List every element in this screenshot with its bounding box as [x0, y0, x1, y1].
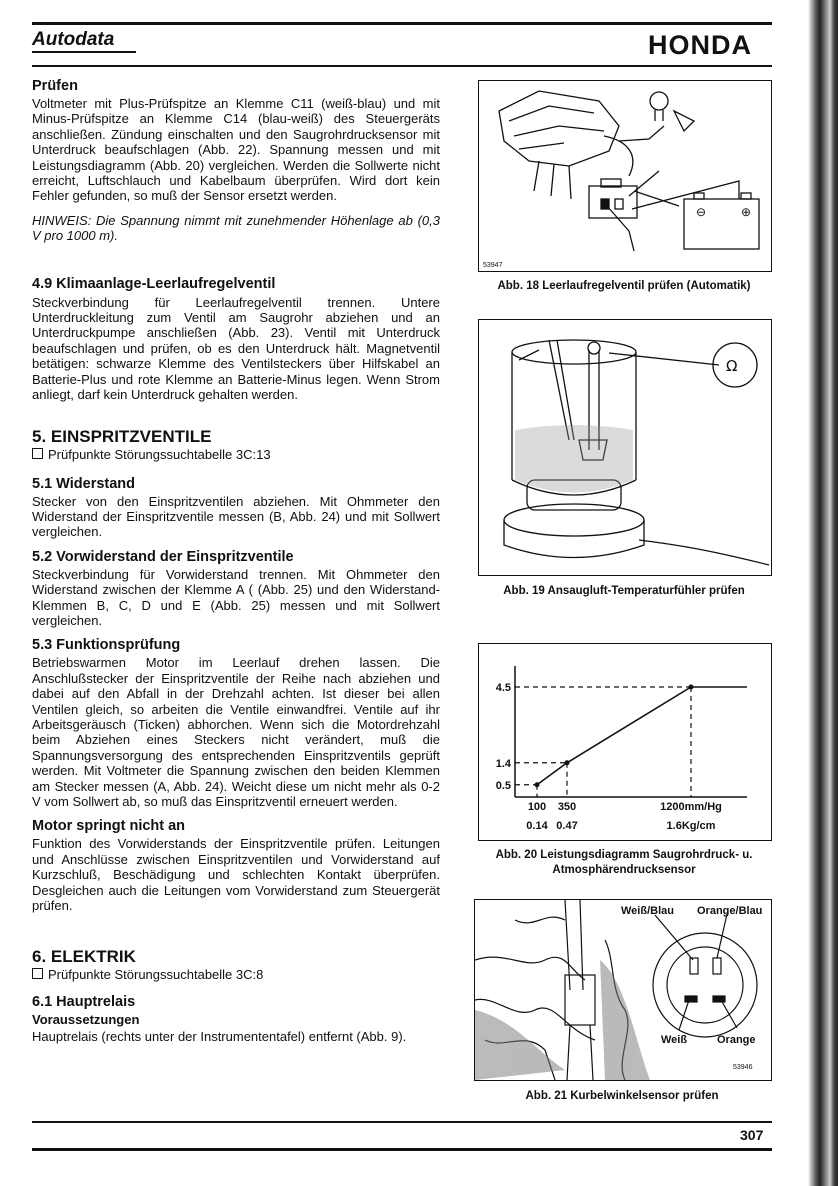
chart-x-tick-secondary: 0.47	[556, 820, 578, 832]
section-5-1-title: 5.1 Widerstand	[32, 475, 136, 492]
chart-x-tick: 350	[557, 801, 577, 813]
chart-y-tick: 4.5	[495, 682, 511, 694]
label-weiss-blau: Weiß/Blau	[621, 905, 674, 917]
figure-18	[478, 80, 772, 272]
header-top-rule	[32, 22, 772, 25]
section-4-9-title: 4.9 Klimaanlage-Leerlaufregelventil	[32, 275, 276, 292]
section-5-3-title: 5.3 Funktionsprüfung	[32, 637, 181, 654]
figure-20-caption-line2: Atmosphärendrucksensor	[552, 864, 696, 876]
footer-rule-bottom	[32, 1148, 772, 1151]
figure-20-caption-line1: Abb. 20 Leistungsdiagramm Saugrohrdruck- u.	[495, 849, 753, 861]
section-no-start-text: Funktion des Vorwiderstands der Einspritzventile prüfen. Leitungen und Anschlüsse zwischen Einspritzventilen und Vorwiderstand auf Kurzschluß, Beschädigung und schlechten Kontakt überprüfen. Desgleichen auch die Leitungen vom Vorwiderstand zum Steuergerät prüfen.	[32, 836, 440, 914]
svg-text:⊖: ⊖	[696, 205, 707, 219]
checkbox-icon	[32, 968, 43, 979]
ohm-symbol: Ω	[726, 357, 738, 375]
section-5-2-text: Steckverbindung für Vorwiderstand trennen. Mit Ohmmeter den Widerstand zwischen der Klemme A ( (Abb. 25) und den Widerstand-Klemmen B, C, D und E (Abb. 25) messen und mit Sollwert vergleichen.	[32, 566, 440, 628]
chart-axes	[515, 666, 747, 797]
chart-y-tick: 1.4	[495, 757, 511, 770]
section-5-1-text: Stecker von den Einspritzventilen abziehen. Mit Ohmmeter den Widerstand der Einspritzventile messen (B, Abb. 24) und mit Sollwert vergleichen.	[32, 493, 440, 540]
label-orange: Orange	[717, 1034, 756, 1046]
section-5-2-title: 5.2 Vorwiderstand der Einspritzventile	[32, 548, 294, 565]
section-5-3-text: Betriebswarmen Motor im Leerlauf drehen lassen. Die Anschlußstecker der Einspritzventile der Reihe nach abziehen und dabei auf den Abfall in der Drehzahl achten. Ist dieser bei allen Ventilen gleich, so arbeiten die Ventile einwandfrei. Ventile auf ihr Arbeitsgeräusch (Ticken) abhorchen. Wenn sich die Motordrehzahl beim Abziehen eines Steckers nicht verändert, muß die Spannungsversorgung des entsprechenden Einspritzventils geprüft werden. Mit Voltmeter die Spannung zwischen den beiden Klemmen am Stecker messen (A, Abb. 24). Weicht diese um nicht mehr als 0-2 V vom Sollwert ab, so muß das Einspritzventil erneuert werden.	[32, 655, 440, 809]
section-6-1-title: 6.1 Hauptrelais	[32, 994, 136, 1011]
make-title: HONDA	[648, 30, 752, 60]
section-5-checklist	[32, 447, 440, 462]
checklist-text: Prüfpunkte Störungssuchtabelle 3C:8	[48, 967, 264, 983]
svg-text:⊕: ⊕	[741, 205, 752, 219]
chart-x-tick: 100	[527, 801, 547, 813]
label-orange-blau: Orange/Blau	[697, 905, 763, 917]
section-pruefen-title: Prüfen	[32, 78, 78, 94]
checklist-text: Prüfpunkte Störungssuchtabelle 3C:13	[48, 446, 271, 462]
figure-21	[474, 899, 772, 1081]
figure-19	[478, 319, 772, 576]
temperature-sensor-illustration	[479, 320, 771, 575]
figure-18-caption: Abb. 18 Leerlaufregelventil prüfen (Automatik)	[497, 280, 751, 292]
text-column	[32, 78, 440, 1045]
page-number: 307	[740, 1127, 764, 1143]
section-4-9-text: Steckverbindung für Leerlaufregelventil trennen. Untere Unterdruckleitung zum Ventil am Saugrohr abziehen und an Unterdruckpumpe anschließen (Abb. 23). Ventil mit Unterdruck beaufschlagen und prüfen, ob es den Unterdruck hält. Magnetventil betätigen: schwarze Klemme des Ventilsteckers über Hilfskabel an Batterie-Plus und rote Klemme an Batterie-Minus legen. Wenn Strom anliegt, darf kein Unterdruck gehalten werden.	[32, 294, 440, 403]
section-5-title: 5. EINSPRITZVENTILE	[32, 426, 212, 446]
section-6-1-subtitle: Voraussetzungen	[32, 1012, 140, 1028]
section-pruefen-text: Voltmeter mit Plus-Prüfspitze an Klemme C11 (weiß-blau) und mit Minus-Prüfspitze an Klemme C14 (blau-weiß) des Steuergeräts anschließen. Zündung einschalten und den Saugrohrdrucksensor mit Unterdruck beaufschlagen (Abb. 22). Spannung messen und mit Leistungsdiagramm (Abb. 20) vergleichen. Werden die Sollwerte nicht erreicht, Luftschlauch und Kabelbaum überprüfen. Wird dort kein Fehler gefunden, so muß der Sensor ersetzt werden.	[32, 96, 440, 204]
chart-labels	[496, 682, 722, 832]
pressure-sensor-chart	[479, 644, 771, 840]
chart-x-tick-secondary: 1.6Kg/cm	[666, 820, 716, 832]
figure-18-code: 53947	[483, 262, 503, 269]
section-6-1-text: Hauptrelais (rechts unter der Instrumententafel) entfernt (Abb. 9).	[32, 1029, 407, 1045]
section-no-start-title: Motor springt nicht an	[32, 818, 186, 835]
chart-x-tick-secondary: 0.14	[526, 820, 548, 832]
figure-21-code: 53946	[733, 1064, 753, 1071]
header-bottom-rule	[32, 65, 772, 67]
hint-text: HINWEIS: Die Spannung nimmt mit zunehmender Höhenlage ab (0,3 V pro 1000 m).	[32, 212, 440, 244]
figure-19-caption: Abb. 19 Ansaugluft-Temperaturfühler prüfen	[503, 585, 745, 597]
valve-test-illustration	[479, 81, 771, 271]
brand-logo: Autodata	[32, 29, 115, 50]
crank-sensor-illustration	[475, 900, 771, 1080]
scan-binder-edge	[798, 0, 838, 1186]
chart-y-tick: 0.5	[495, 779, 511, 792]
section-6-checklist	[32, 967, 440, 982]
label-weiss: Weiß	[661, 1034, 688, 1046]
figure-21-caption: Abb. 21 Kurbelwinkelsensor prüfen	[525, 1090, 719, 1102]
figure-20	[478, 643, 772, 841]
chart-series	[535, 685, 748, 788]
brand-underline	[32, 51, 136, 53]
figure-20-caption	[470, 848, 778, 878]
footer-rule-top	[32, 1121, 772, 1123]
chart-series-line	[537, 687, 747, 785]
section-6-title: 6. ELEKTRIK	[32, 947, 136, 967]
checkbox-icon	[32, 448, 43, 459]
chart-x-tick: 1200mm/Hg	[660, 801, 722, 813]
